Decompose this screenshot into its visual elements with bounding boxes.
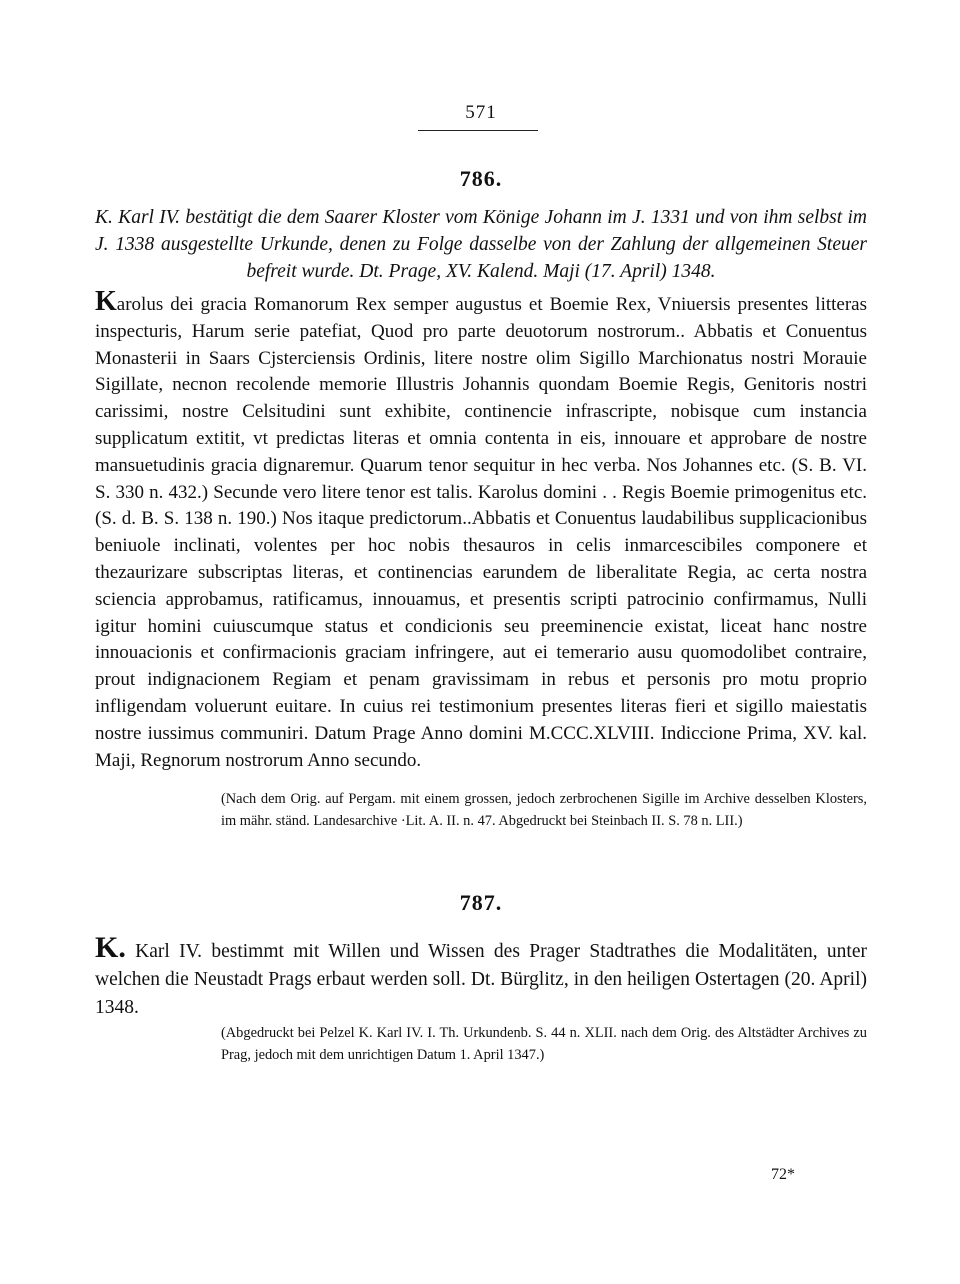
printer-signature-mark: 72* [771,1166,795,1183]
page-number: 571 [465,102,497,123]
book-page [95,0,867,1284]
document-body-text: arolus dei gracia Romanorum Rex semper augustus et Boemie Rex, Vniuersis presentes litteras inspecturis, Harum serie patefiat, Quod pro parte deuotorum nostrorum.. Abbatis et Conuentus Monasterii in Saars Cjsterciensis Ordinis, litere nostre olim Sigillo Marchionatus nostri Morauie Sigillate, necnon recolende memorie Illustris Johannis quondam Boemie Regis, Genitoris nostri carissimi, nostre Celsitudini sunt exhibite, continencie infrascripte, nobisque cum instancia supplicatum extitit, vt predictas literas et omnia contenta in eis, innouare et approbare de nostre mansuetudinis gracia dignaremur. Quarum tenor sequitur in hec verba. Nos Johannes etc. (S. B. VI. S. 330 n. 432.) Secunde vero litere tenor est talis. Karolus domini . . Regis Boemie primogenitus etc. (S. d. B. S. 138 n. 190.) Nos itaque predictorum..Abbatis et Conuentus laudabilibus supplicacionibus beniuole inclinati, volentes per hoc nobis thesauros in celis inmarcescibiles componere et thezaurizare subscriptas literas, et continencias earundem de liberalitate Regia, ac certa nostra sciencia approbamus, ratificamus, innouamus, et presentis scripti patrocinio confirmamus, Nulli igitur homini cuiuscumque status et condicionis seu preeminencie existat, liceat hanc nostre innouacionis et confirmacionis graciam infringere, aut ei temerario ausu quomodolibet contraire, prout indignacionem Regiam et penam gravissimam in rebus et personis pro motu proprio infligendam voluerunt euitare. In cuius rei testimonium presentes literas fieri et sigillo maiestatis nostre iussimus communiri. Datum Prage Anno domini M.CCC.XLVIII. Indiccione Prima, XV. kal. Maji, Regnorum nostrorum Anno secundo. [95,294,867,771]
source-note-787: (Abgedruckt bei Pelzel K. Karl IV. I. Th. Urkundenb. S. 44 n. XLII. nach dem Orig. des Altstädter Archives zu Prag, jedoch mit dem unrichtigen Datum 1. April 1347.) [221,1025,867,1063]
initial-letter: K [95,286,117,317]
document-heading-786: K. Karl IV. bestätigt die dem Saarer Kloster vom Könige Johann im J. 1331 und von ihm selbst im J. 1338 ausgestellte Urkunde, denen zu Folge dasselbe von der Zahlung der allgemeinen Steuer befreit wurde. Dt. Prage, XV. Kalend. Maji (17. April) 1348. [95,207,867,282]
initial-letter: K. [95,931,126,964]
document-number-787: 787. [459,890,503,915]
document-body-text: Karl IV. bestimmt mit Willen und Wissen des Prager Stadtrathes die Modalitäten, unter welchen die Neustadt Prags erbaut werden soll. Dt. Bürglitz, in den heiligen Ostertagen (20. April) 1348. [95,941,867,1018]
document-body-786 [95,286,867,774]
source-note-786: (Nach dem Orig. auf Pergam. mit einem grossen, jedoch zerbrochenen Sigille im Archive desselben Klosters, im mähr. ständ. Landesarchive ·Lit. A. II. n. 47. Abgedruckt bei Steinbach II. S. 78 n. LII.) [221,791,867,829]
document-number-786: 786. [459,166,503,191]
header-rule [418,130,538,131]
document-body-787 [95,931,867,1022]
